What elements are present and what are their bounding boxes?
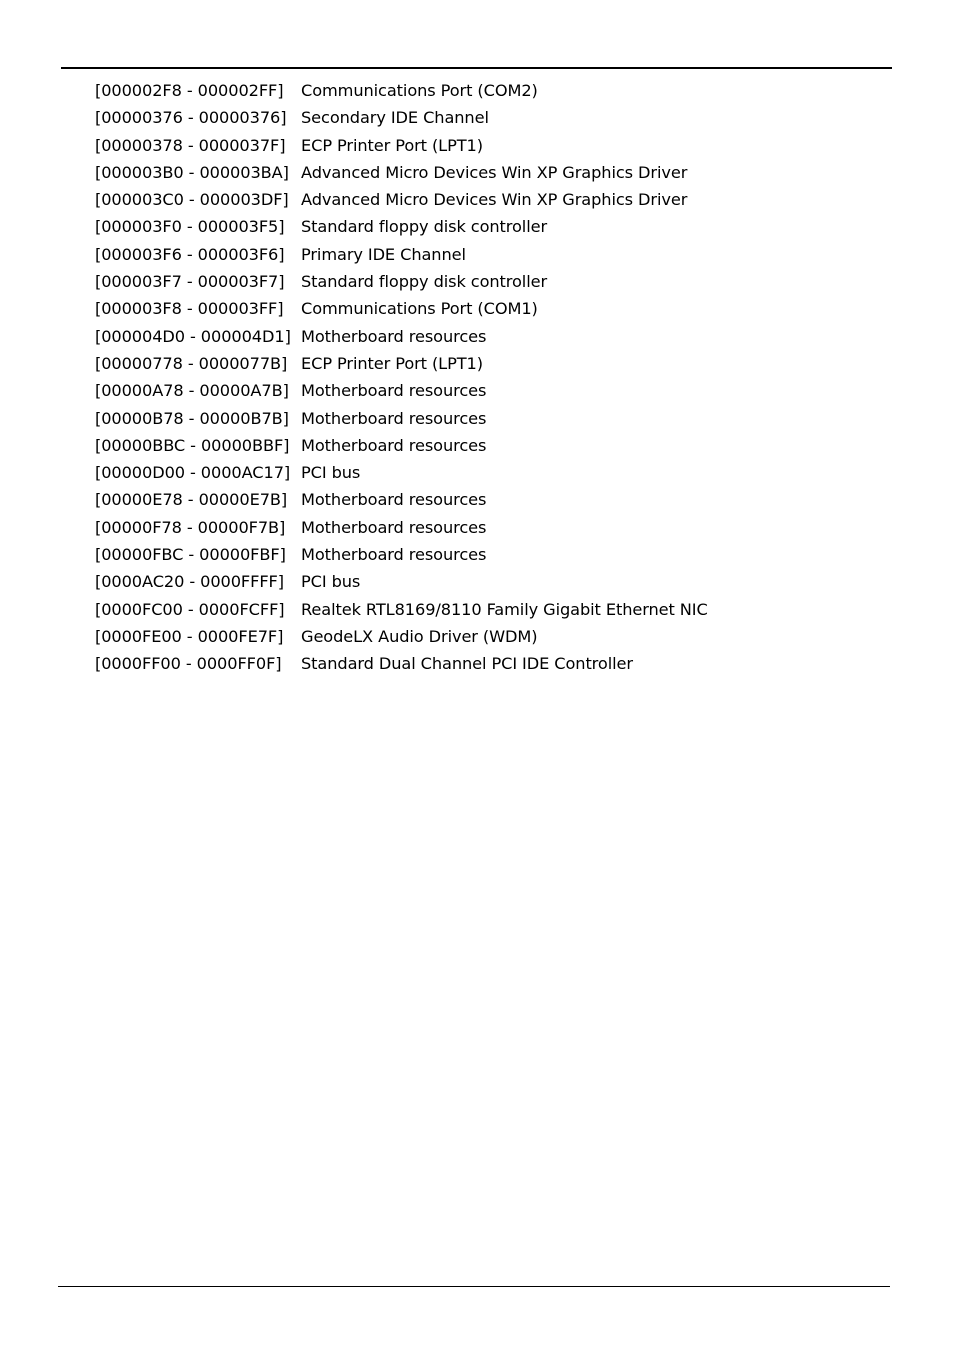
io-range: [0000FF00 - 0000FF0F] <box>95 654 282 674</box>
io-range: [00000378 - 0000037F] <box>95 135 286 155</box>
io-range: [000003F6 - 000003F6] <box>95 244 285 264</box>
device-name: Motherboard resources <box>301 408 487 428</box>
list-item <box>95 514 815 541</box>
io-range: [00000B78 - 00000B7B] <box>95 408 289 428</box>
device-name: Standard floppy disk controller <box>301 217 548 237</box>
io-range: [000004D0 - 000004D1] <box>95 326 291 346</box>
list-item <box>95 213 815 240</box>
device-name: GeodeLX Audio Driver (WDM) <box>301 626 538 646</box>
io-range: [000003F7 - 000003F7] <box>95 272 285 292</box>
io-resource-list <box>95 77 815 678</box>
io-range: [00000376 - 00000376] <box>95 108 287 128</box>
io-range: [000002F8 - 000002FF] <box>95 81 284 100</box>
device-name: Standard Dual Channel PCI IDE Controller <box>301 654 633 674</box>
device-name: Advanced Micro Devices Win XP Graphics Driver <box>301 190 688 210</box>
list-item <box>95 186 815 213</box>
footer-divider <box>58 1286 890 1287</box>
list-item <box>95 323 815 350</box>
device-name: Communications Port (COM1) <box>301 299 538 319</box>
device-name: Secondary IDE Channel <box>301 108 489 128</box>
header-divider <box>61 67 892 69</box>
device-name: Primary IDE Channel <box>301 244 466 264</box>
device-name: ECP Printer Port (LPT1) <box>301 135 483 155</box>
list-item <box>95 405 815 432</box>
io-range: [00000BBC - 00000BBF] <box>95 435 290 455</box>
list-item <box>95 159 815 186</box>
list-item <box>95 541 815 568</box>
list-item <box>95 104 815 131</box>
list-item <box>95 377 815 404</box>
device-name: Motherboard resources <box>301 517 487 537</box>
list-item <box>95 350 815 377</box>
io-range: [00000D00 - 0000AC17] <box>95 463 291 483</box>
io-range: [00000FBC - 00000FBF] <box>95 545 286 565</box>
list-item <box>95 432 815 459</box>
list-item <box>95 650 815 677</box>
list-item <box>95 241 815 268</box>
device-name: Standard floppy disk controller <box>301 272 548 292</box>
io-range: [0000FC00 - 0000FCFF] <box>95 599 285 619</box>
io-range: [00000778 - 0000077B] <box>95 353 288 373</box>
io-range: [00000A78 - 00000A7B] <box>95 381 289 401</box>
io-range: [0000AC20 - 0000FFFF] <box>95 572 284 592</box>
list-item <box>95 459 815 486</box>
io-range: [00000F78 - 00000F7B] <box>95 517 286 537</box>
list-item <box>95 568 815 595</box>
io-range: [0000FE00 - 0000FE7F] <box>95 626 284 646</box>
io-range: [00000E78 - 00000E7B] <box>95 490 288 510</box>
device-name: Realtek RTL8169/8110 Family Gigabit Ethernet NIC <box>301 599 708 619</box>
list-item <box>95 596 815 623</box>
device-name: Motherboard resources <box>301 545 487 565</box>
device-name: PCI bus <box>301 572 361 592</box>
io-range: [000003C0 - 000003DF] <box>95 190 289 210</box>
device-name: Advanced Micro Devices Win XP Graphics Driver <box>301 162 688 182</box>
list-item <box>95 268 815 295</box>
device-name: Communications Port (COM2) <box>301 81 538 100</box>
io-range: [000003B0 - 000003BA] <box>95 162 289 182</box>
device-name: Motherboard resources <box>301 326 487 346</box>
device-name: PCI bus <box>301 463 361 483</box>
list-item <box>95 486 815 513</box>
device-name: Motherboard resources <box>301 490 487 510</box>
list-item <box>95 77 815 104</box>
device-name: Motherboard resources <box>301 381 487 401</box>
list-item <box>95 623 815 650</box>
device-name: ECP Printer Port (LPT1) <box>301 353 483 373</box>
device-name: Motherboard resources <box>301 435 487 455</box>
io-range: [000003F0 - 000003F5] <box>95 217 285 237</box>
io-range: [000003F8 - 000003FF] <box>95 299 284 319</box>
list-item <box>95 295 815 322</box>
list-item <box>95 132 815 159</box>
